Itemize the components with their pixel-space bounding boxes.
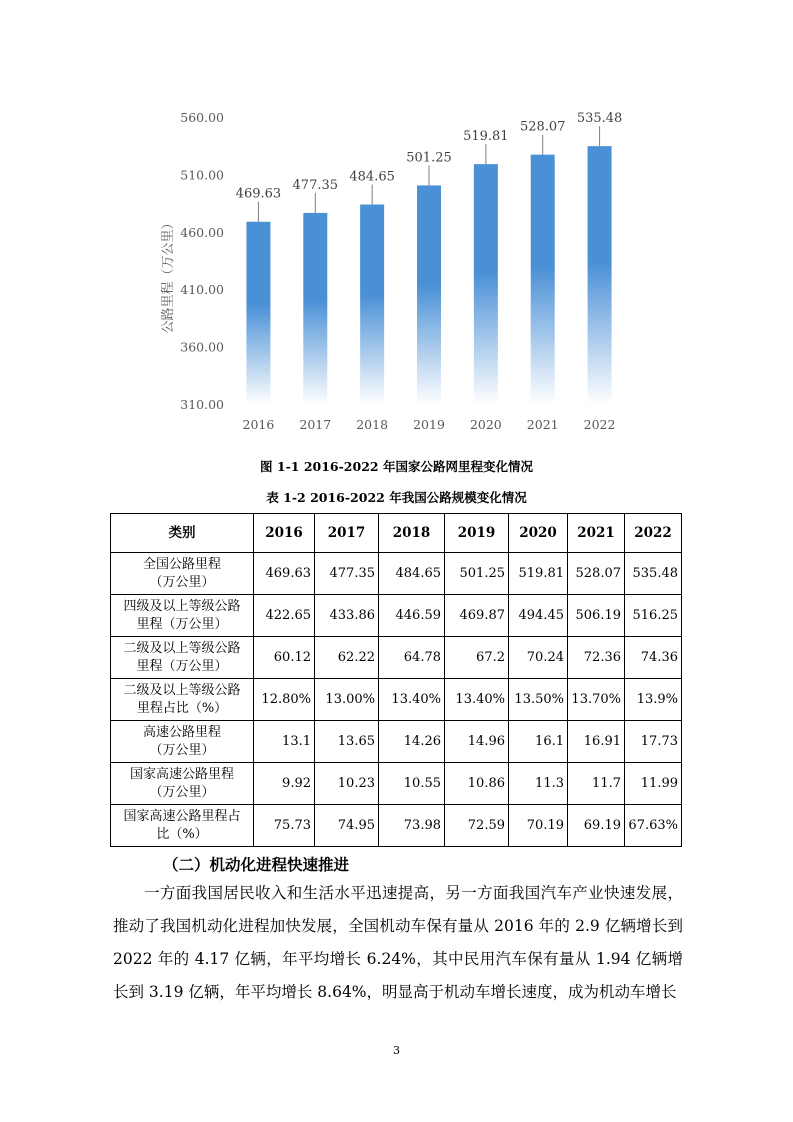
table-cell: 422.65 xyxy=(254,595,315,637)
x-tick-label: 2017 xyxy=(299,417,332,432)
table-cell: 13.00% xyxy=(315,679,379,721)
table-cell: 75.73 xyxy=(254,805,315,847)
table-cell: 72.36 xyxy=(568,637,625,679)
row-category-line: （万公里） xyxy=(149,784,215,800)
table-cell: 14.96 xyxy=(445,721,509,763)
row-category-line: 国家高速公路里程占 xyxy=(123,808,241,824)
bar-2019 xyxy=(417,185,441,405)
row-category xyxy=(111,679,254,721)
table-row xyxy=(111,763,682,805)
table-cell: 528.07 xyxy=(568,553,625,595)
table-cell: 67.2 xyxy=(445,637,509,679)
table-cell: 16.1 xyxy=(509,721,568,763)
table-row xyxy=(111,553,682,595)
table-caption: 表 1-2 2016-2022 年我国公路规模变化情况 xyxy=(266,490,527,505)
bar-2018 xyxy=(360,205,384,405)
row-category-line: 二级及以上等级公路 xyxy=(123,640,241,656)
row-category-line: 四级及以上等级公路 xyxy=(123,598,241,614)
table-cell: 14.26 xyxy=(379,721,445,763)
table-cell: 13.65 xyxy=(315,721,379,763)
table-cell: 69.19 xyxy=(568,805,625,847)
table-cell: 11.3 xyxy=(509,763,568,805)
table-cell: 484.65 xyxy=(379,553,445,595)
x-tick-label: 2020 xyxy=(469,417,502,432)
row-category xyxy=(111,763,254,805)
table-cell: 10.86 xyxy=(445,763,509,805)
table-cell: 501.25 xyxy=(445,553,509,595)
table-cell: 73.98 xyxy=(379,805,445,847)
mileage-bar-chart xyxy=(150,100,645,445)
table-cell: 13.40% xyxy=(445,679,509,721)
table-cell: 469.87 xyxy=(445,595,509,637)
table-cell: 477.35 xyxy=(315,553,379,595)
row-category-line: 里程（万公里） xyxy=(136,658,228,674)
data-label: 469.63 xyxy=(235,186,282,202)
table-cell: 535.48 xyxy=(625,553,682,595)
table-cell: 13.70% xyxy=(568,679,625,721)
body-paragraph: 一方面我国居民收入和生活水平迅速提高，另一方面我国汽车产业快速发展，推动了我国机动化进程加快发展，全国机动车保有量从 2016 年的 2.9 亿辆增长到 2022 年的 4.17 亿辆，年平均增长 6.24%，其中民用汽车保有量从 1.94 亿辆增长到 3.19 亿辆，年平均增长 8.64%，明显高于机动车增长速度，成为机动车增长 xyxy=(113,884,683,1001)
data-label: 484.65 xyxy=(349,169,395,185)
table-cell: 74.36 xyxy=(625,637,682,679)
y-tick-label: 410.00 xyxy=(180,282,224,298)
table-cell: 13.1 xyxy=(254,721,315,763)
table-row xyxy=(111,595,682,637)
y-tick-label: 360.00 xyxy=(180,339,224,355)
header-year: 2018 xyxy=(379,514,445,553)
table-cell: 469.63 xyxy=(254,553,315,595)
row-category-line: 二级及以上等级公路 xyxy=(123,682,241,698)
table-cell: 494.45 xyxy=(509,595,568,637)
table-cell: 70.24 xyxy=(509,637,568,679)
bar-2020 xyxy=(474,164,498,405)
row-category xyxy=(111,595,254,637)
header-year: 2019 xyxy=(445,514,509,553)
header-year: 2017 xyxy=(315,514,379,553)
figure-caption: 图 1-1 2016-2022 年国家公路网里程变化情况 xyxy=(260,459,533,474)
bar-2017 xyxy=(303,213,327,405)
table-cell: 516.25 xyxy=(625,595,682,637)
table-cell: 13.50% xyxy=(509,679,568,721)
data-label: 501.25 xyxy=(406,150,452,166)
bar-2021 xyxy=(531,155,555,405)
page-number: 3 xyxy=(393,1044,400,1057)
highway-scale-table xyxy=(110,513,682,847)
chart-background xyxy=(150,100,645,445)
y-axis-label: 公路里程（万公里） xyxy=(161,216,176,334)
table-cell: 64.78 xyxy=(379,637,445,679)
table-cell: 13.9% xyxy=(625,679,682,721)
table-cell: 74.95 xyxy=(315,805,379,847)
table-cell: 446.59 xyxy=(379,595,445,637)
table-cell: 10.23 xyxy=(315,763,379,805)
table-row xyxy=(111,637,682,679)
x-tick-label: 2021 xyxy=(526,417,559,432)
table-cell: 519.81 xyxy=(509,553,568,595)
table-cell: 10.55 xyxy=(379,763,445,805)
header-category: 类别 xyxy=(111,514,254,553)
table-cell: 16.91 xyxy=(568,721,625,763)
table-header-row xyxy=(111,514,682,553)
table-cell: 17.73 xyxy=(625,721,682,763)
header-year: 2022 xyxy=(625,514,682,553)
x-tick-label: 2016 xyxy=(242,417,275,432)
y-tick-label: 460.00 xyxy=(180,224,224,240)
bar-2022 xyxy=(588,146,612,405)
row-category-line: 国家高速公路里程 xyxy=(129,766,234,782)
row-category-line: （万公里） xyxy=(149,742,215,758)
data-label: 477.35 xyxy=(292,177,339,193)
row-category xyxy=(111,553,254,595)
table-cell: 12.80% xyxy=(254,679,315,721)
table-cell: 62.22 xyxy=(315,637,379,679)
row-category-line: 全国公路里程 xyxy=(142,556,221,572)
table-row xyxy=(111,679,682,721)
header-year: 2021 xyxy=(568,514,625,553)
row-category xyxy=(111,637,254,679)
row-category-line: 比（%） xyxy=(156,826,208,842)
table-cell: 67.63% xyxy=(625,805,682,847)
bar-2016 xyxy=(246,222,270,405)
x-tick-label: 2019 xyxy=(413,417,445,432)
row-category-line: （万公里） xyxy=(149,574,215,590)
table-cell: 11.99 xyxy=(625,763,682,805)
header-year: 2020 xyxy=(509,514,568,553)
table-row xyxy=(111,805,682,847)
table-cell: 9.92 xyxy=(254,763,315,805)
table-cell: 13.40% xyxy=(379,679,445,721)
y-tick-label: 310.00 xyxy=(180,397,224,412)
row-category xyxy=(111,721,254,763)
table-cell: 433.86 xyxy=(315,595,379,637)
row-category-line: 里程（万公里） xyxy=(136,616,228,632)
data-label: 528.07 xyxy=(519,119,566,135)
table-cell: 506.19 xyxy=(568,595,625,637)
data-label: 535.48 xyxy=(576,111,623,127)
table-cell: 72.59 xyxy=(445,805,509,847)
y-tick-label: 560.00 xyxy=(180,110,224,125)
table-cell: 11.7 xyxy=(568,763,625,805)
row-category-line: 高速公路里程 xyxy=(142,724,221,740)
section-heading: （二）机动化进程快速推进 xyxy=(163,855,350,874)
table-row xyxy=(111,721,682,763)
x-tick-label: 2018 xyxy=(356,417,389,432)
row-category-line: 里程占比（%） xyxy=(136,700,228,716)
table-cell: 60.12 xyxy=(254,637,315,679)
table-cell: 70.19 xyxy=(509,805,568,847)
header-year: 2016 xyxy=(254,514,315,553)
data-label: 519.81 xyxy=(463,129,509,145)
y-tick-label: 510.00 xyxy=(180,167,224,183)
x-tick-label: 2022 xyxy=(583,417,616,432)
row-category xyxy=(111,805,254,847)
